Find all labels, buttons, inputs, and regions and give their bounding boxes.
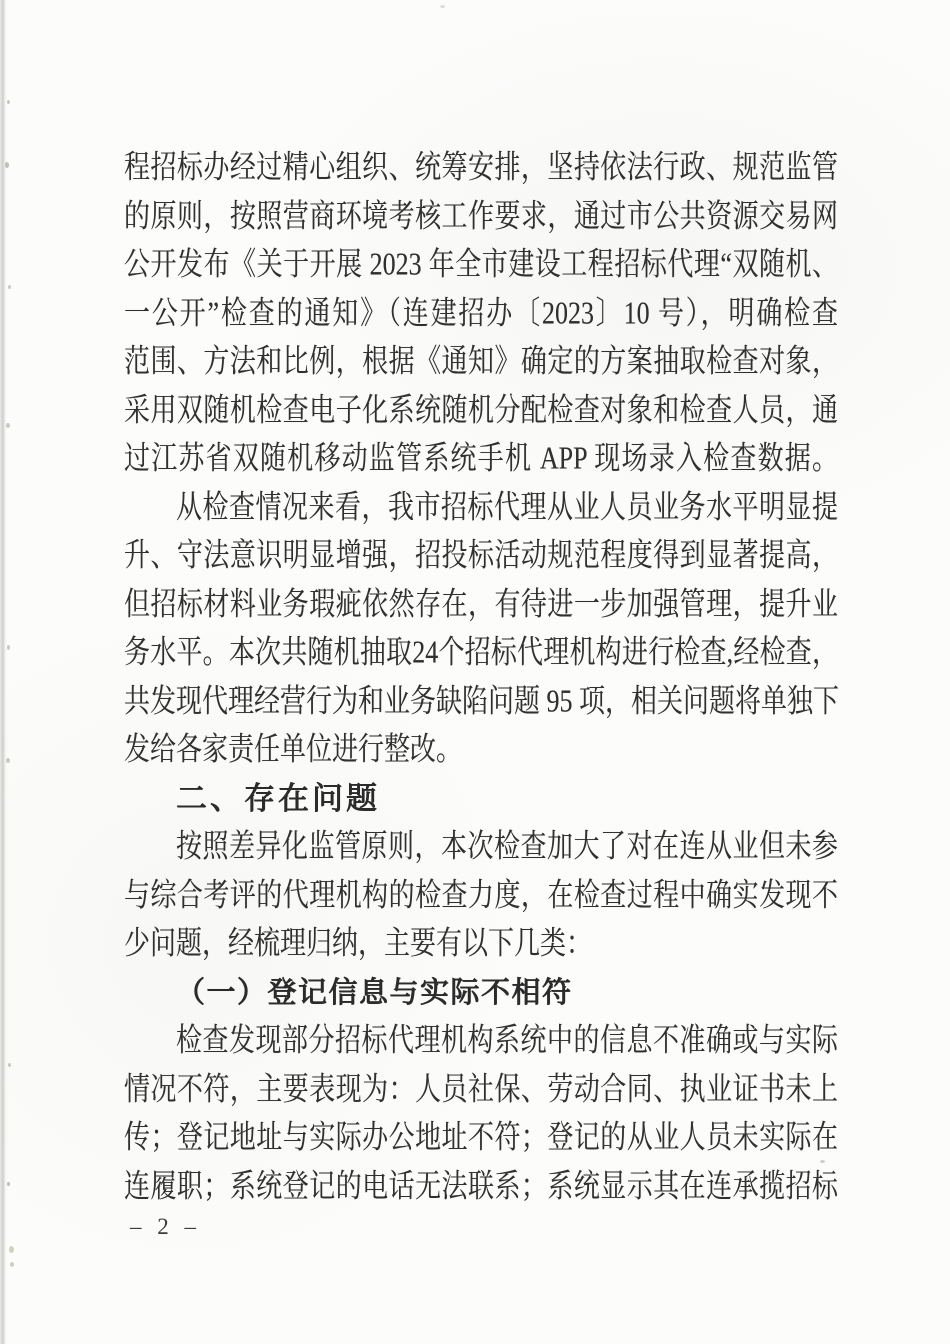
scan-speck	[8, 1063, 11, 1067]
subsection-heading: （一）登记信息与实际不相符	[176, 976, 573, 1009]
text-line: 过江苏省双随机移动监管系统手机 APP 现场录入检查数据。	[124, 440, 838, 477]
text-line: 公开发布《关于开展 2023 年全市建设工程招标代理“双随机、	[124, 246, 838, 283]
scan-speck	[6, 423, 10, 428]
scan-speck	[6, 758, 10, 763]
text-line: 但招标材料业务瑕疵依然存在，有待进一步加强管理，提升业	[124, 586, 838, 622]
scan-speck	[8, 285, 11, 289]
text-line: 发给各家责任单位进行整改。	[124, 731, 463, 768]
scan-edge-artifact	[0, 0, 7, 1344]
text-line: 范围、方法和比例，根据《通知》确定的方案抽取检查对象，	[124, 343, 838, 380]
text-line: 的原则，按照营商环境考核工作要求，通过市公共资源交易网	[124, 198, 838, 234]
text-line: 连履职；系统登记的电话无法联系；系统显示其在连承揽招标	[124, 1168, 838, 1204]
text-line: 务水平。本次共随机抽取24个招标代理机构进行检查,经检查，	[124, 634, 838, 671]
text-line: 情况不符，主要表现为：人员社保、劳动合同、执业证书未上	[124, 1071, 838, 1107]
scan-speck	[440, 5, 445, 8]
scan-speck	[7, 645, 10, 650]
text-line: 程招标办经过精心组织、统筹安排，坚持依法行政、规范监管	[124, 149, 838, 186]
scan-speck	[7, 1182, 10, 1186]
text-line: 少问题，经梳理归纳，主要有以下几类：	[124, 925, 593, 962]
text-line: 一公开”检查的通知》（连建招办〔2023〕10 号），明确检查	[124, 295, 838, 331]
scan-speck	[10, 1262, 14, 1267]
text-line: 传；登记地址与实际办公地址不符；登记的从业人员未实际在	[124, 1119, 838, 1156]
text-line: 检查发现部分招标代理机构系统中的信息不准确或与实际	[176, 1022, 838, 1059]
scan-speck	[9, 1246, 14, 1253]
scan-speck	[5, 162, 9, 168]
text-line: 共发现代理经营行为和业务缺陷问题 95 项，相关问题将单独下	[124, 683, 840, 719]
page-number: – 2 –	[130, 1214, 201, 1239]
text-line: 按照差异化监管原则，本次检查加大了对在连从业但未参	[176, 828, 838, 865]
text-line: 与综合考评的代理机构的检查力度，在检查过程中确实发现不	[124, 877, 838, 913]
text-line: 从检查情况来看，我市招标代理从业人员业务水平明显提	[176, 489, 838, 525]
scan-speck	[7, 100, 10, 104]
document-body	[124, 144, 838, 1211]
text-line: 采用双随机检查电子化系统随机分配检查对象和检查人员，通	[124, 392, 838, 428]
section-heading: 二、存在问题	[176, 780, 380, 816]
text-line: 升、守法意识明显增强，招投标活动规范程度得到显著提高，	[124, 537, 838, 574]
